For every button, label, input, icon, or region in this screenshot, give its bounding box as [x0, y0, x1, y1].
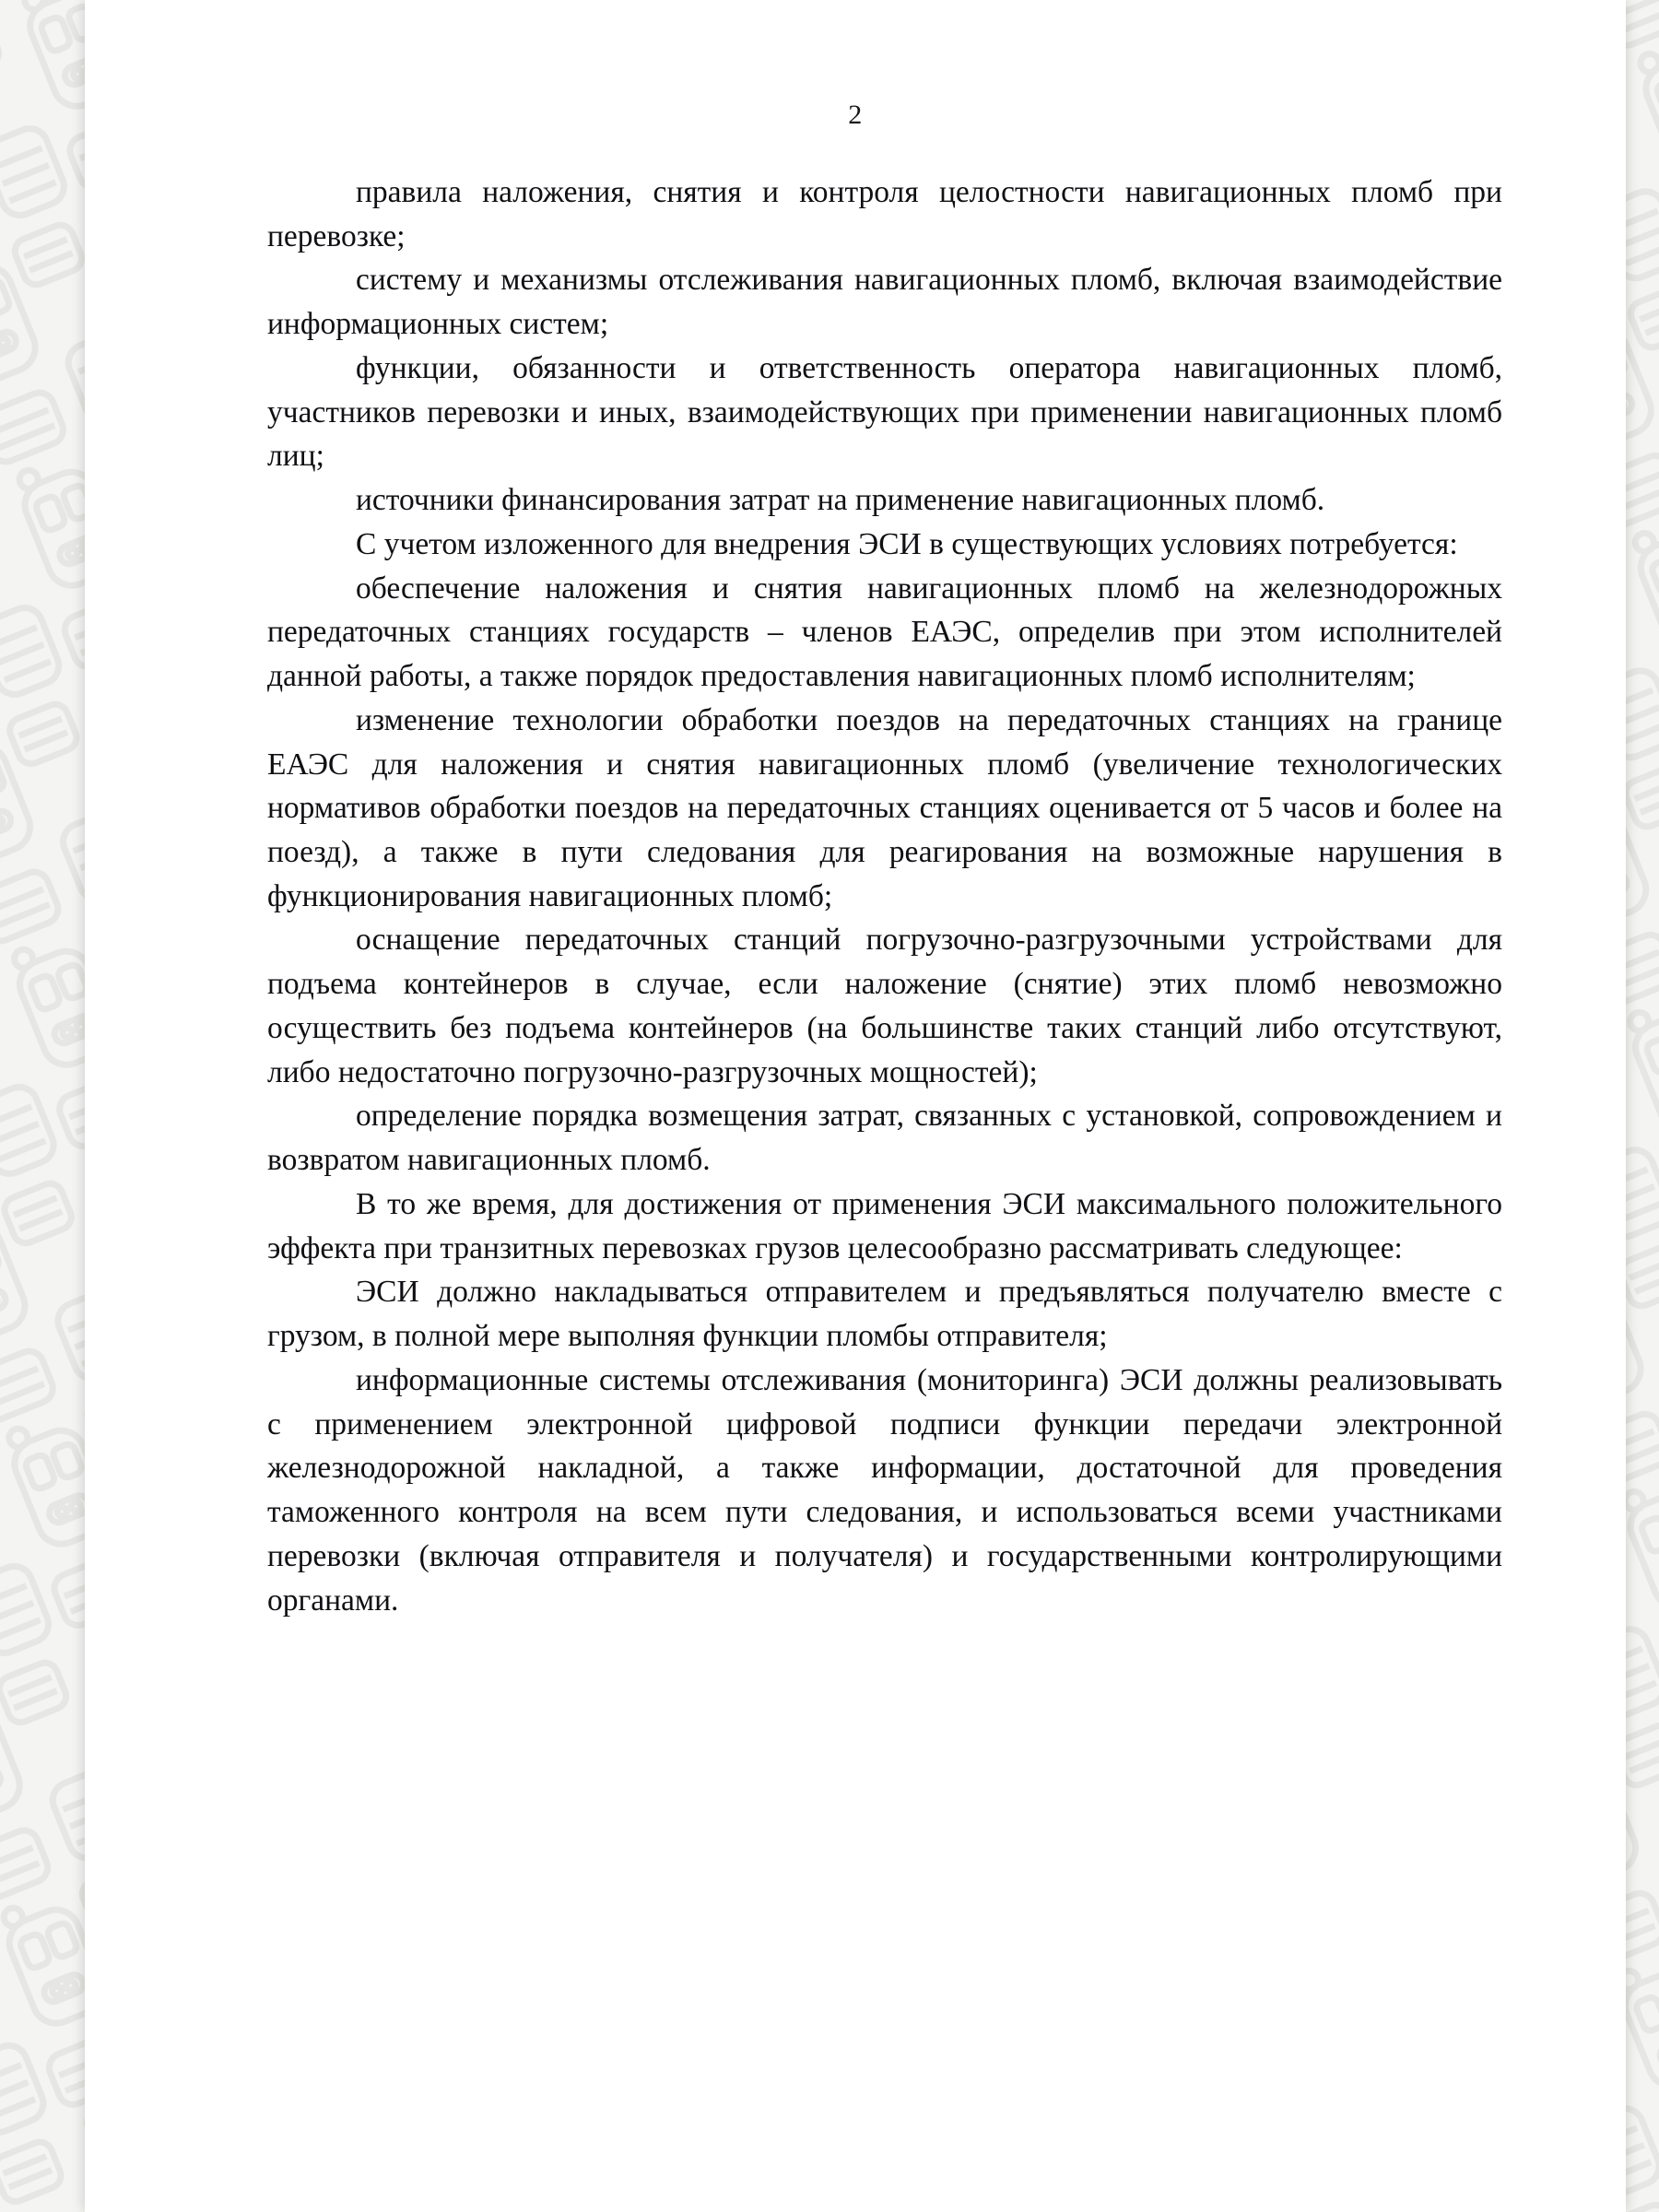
paragraph: оснащение передаточных станций погрузочно-разгрузочными устройствами для подъема контейнеров в случае, если наложение (снятие) этих пломб невозможно осуществить без подъема контейнеров (на большинстве таких станций либо отсутствуют, либо недостаточно погрузочно-разгрузочных мощностей); [267, 923, 1502, 1089]
document-page [85, 0, 1626, 2212]
paragraph: правила наложения, снятия и контроля целостности навигационных пломб при перевозке; [267, 175, 1502, 253]
paragraph: источники финансирования затрат на применение навигационных пломб. [356, 483, 1325, 518]
paragraph: информационные системы отслеживания (мониторинга) ЭСИ должны реализовывать с применением электронной цифровой подписи функции передачи электронной железнодорожной накладной, а также информации, достаточной для проведения таможенного контроля на всем пути следования, и использоваться всеми участниками перевозки (включая отправителя и получателя) и государственными контролирующими органами. [267, 1362, 1502, 1618]
paragraph: систему и механизмы отслеживания навигационных пломб, включая взаимодействие информационных систем; [267, 263, 1502, 342]
page-number: 2 [848, 100, 863, 130]
paragraph: определение порядка возмещения затрат, связанных с установкой, сопровождением и возвратом навигационных пломб. [267, 1099, 1502, 1178]
paragraph: изменение технологии обработки поездов на передаточных станциях на границе ЕАЭС для наложения и снятия навигационных пломб (увеличение технологических нормативов обработки поездов на передаточных станциях оценивается от 5 часов и более на поезд), а также в пути следования для реагирования на возможные нарушения в функционирования навигационных пломб; [267, 702, 1502, 913]
paragraph: В то же время, для достижения от применения ЭСИ максимального положительного эффекта при транзитных перевозках грузов целесообразно рассматривать следующее: [267, 1186, 1502, 1265]
paragraph: ЭСИ должно накладываться отправителем и предъявляться получателю вместе с грузом, в полной мере выполняя функции пломбы отправителя; [267, 1275, 1502, 1354]
paragraph: С учетом изложенного для внедрения ЭСИ в существующих условиях потребуется: [356, 526, 1458, 561]
paragraph: обеспечение наложения и снятия навигационных пломб на железнодорожных передаточных станциях государств – членов ЕАЭС, определив при этом исполнителей данной работы, а также порядок предоставления навигационных пломб исполнителям; [267, 571, 1502, 694]
page-surface [85, 0, 1626, 2212]
paragraph: функции, обязанности и ответственность оператора навигационных пломб, участников перевозки и иных, взаимодействующих при применении навигационных пломб лиц; [267, 350, 1502, 474]
document-body [267, 171, 1502, 1622]
